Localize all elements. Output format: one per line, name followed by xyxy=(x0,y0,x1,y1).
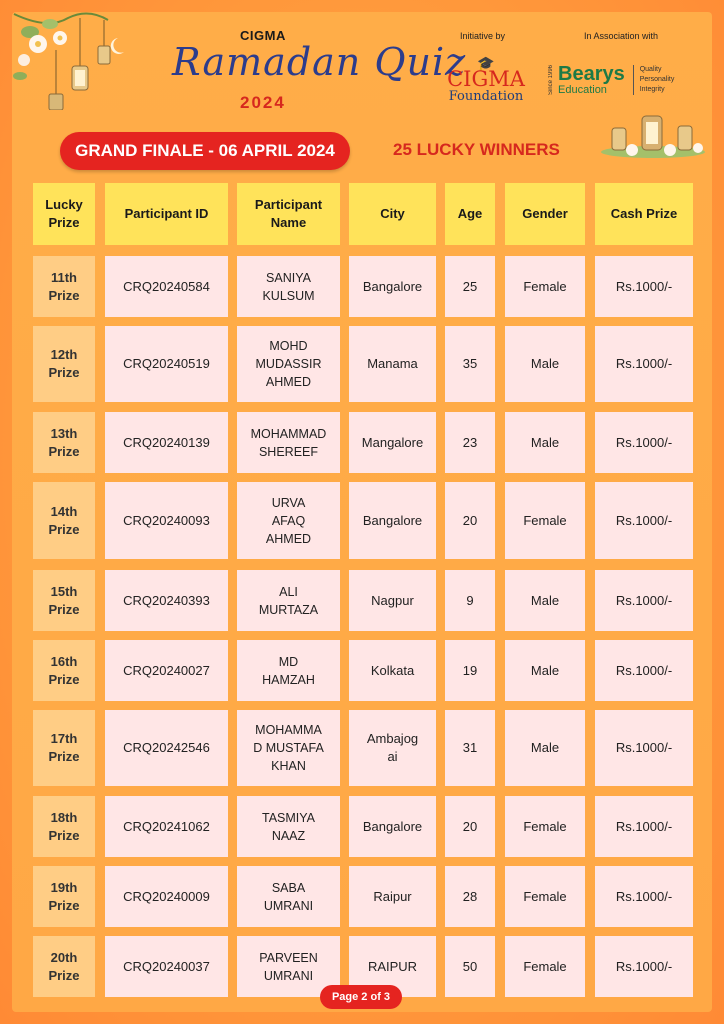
city-cell: Ambajog ai xyxy=(349,710,436,786)
lucky-winners-title: 25 LUCKY WINNERS xyxy=(393,140,560,159)
gender-cell: Female xyxy=(505,796,585,857)
age-cell: 50 xyxy=(445,936,495,997)
participant-name-cell: SANIYA KULSUM xyxy=(237,256,340,317)
gender-cell: Male xyxy=(505,640,585,701)
cash-prize-cell: Rs.1000/- xyxy=(595,866,693,927)
cash-prize-cell: Rs.1000/- xyxy=(595,796,693,857)
cigma-logo-sub: Foundation xyxy=(448,89,524,104)
participant-id-cell: CRQ20240393 xyxy=(105,570,228,631)
prize-cell: 14th Prize xyxy=(33,482,95,559)
quiz-script-title: Ramadan Quiz xyxy=(172,40,467,84)
participant-id-cell: CRQ20240584 xyxy=(105,256,228,317)
column-header: Cash Prize xyxy=(595,183,693,245)
participant-id-cell: CRQ20242546 xyxy=(105,710,228,786)
gender-cell: Male xyxy=(505,710,585,786)
age-cell: 20 xyxy=(445,796,495,857)
participant-id-cell: CRQ20240009 xyxy=(105,866,228,927)
age-cell: 31 xyxy=(445,710,495,786)
prize-cell: 17th Prize xyxy=(33,710,95,786)
city-cell: Manama xyxy=(349,326,436,402)
age-cell: 35 xyxy=(445,326,495,402)
bearys-education-logo xyxy=(548,64,674,96)
participant-id-cell: CRQ20240139 xyxy=(105,412,228,473)
city-cell: Raipur xyxy=(349,866,436,927)
column-header: Age xyxy=(445,183,495,245)
city-cell: Bangalore xyxy=(349,796,436,857)
age-cell: 28 xyxy=(445,866,495,927)
city-cell: RAIPUR xyxy=(349,936,436,997)
page-indicator: Page 2 of 3 xyxy=(320,985,402,1009)
participant-name-cell: TASMIYA NAAZ xyxy=(237,796,340,857)
city-cell: Mangalore xyxy=(349,412,436,473)
age-cell: 20 xyxy=(445,482,495,559)
participant-id-cell: CRQ20240519 xyxy=(105,326,228,402)
cash-prize-cell: Rs.1000/- xyxy=(595,570,693,631)
participant-name-cell: ALI MURTAZA xyxy=(237,570,340,631)
floral-lantern-decoration-icon xyxy=(8,10,130,110)
org-small-title: CIGMA xyxy=(240,28,286,43)
grand-finale-banner: GRAND FINALE - 06 APRIL 2024 xyxy=(60,132,350,170)
cigma-logo-name: CIGMA xyxy=(447,67,525,91)
cash-prize-cell: Rs.1000/- xyxy=(595,256,693,317)
bearys-value: Quality xyxy=(639,66,662,73)
age-cell: 23 xyxy=(445,412,495,473)
cash-prize-cell: Rs.1000/- xyxy=(595,326,693,402)
cash-prize-cell: Rs.1000/- xyxy=(595,936,693,997)
city-cell: Kolkata xyxy=(349,640,436,701)
column-header: Participant ID xyxy=(105,183,228,245)
city-cell: Nagpur xyxy=(349,570,436,631)
prize-cell: 20th Prize xyxy=(33,936,95,997)
participant-name-cell: URVA AFAQ AHMED xyxy=(237,482,340,559)
bearys-since: Since 1996 xyxy=(548,64,554,96)
gender-cell: Female xyxy=(505,936,585,997)
bearys-logo-sub: Education xyxy=(558,84,607,96)
cash-prize-cell: Rs.1000/- xyxy=(595,412,693,473)
column-header: City xyxy=(349,183,436,245)
graduation-cap-icon: 🎓 xyxy=(477,55,495,71)
prize-cell: 19th Prize xyxy=(33,866,95,927)
column-header: Participant Name xyxy=(237,183,340,245)
prize-cell: 15th Prize xyxy=(33,570,95,631)
participant-id-cell: CRQ20240027 xyxy=(105,640,228,701)
column-header: Lucky Prize xyxy=(33,183,95,245)
column-header: Gender xyxy=(505,183,585,245)
gender-cell: Female xyxy=(505,866,585,927)
initiative-label: Initiative by xyxy=(460,31,506,41)
participant-name-cell: SABA UMRANI xyxy=(237,866,340,927)
gender-cell: Female xyxy=(505,482,585,559)
cash-prize-cell: Rs.1000/- xyxy=(595,640,693,701)
prize-cell: 18th Prize xyxy=(33,796,95,857)
city-cell: Bangalore xyxy=(349,482,436,559)
participant-name-cell: MOHAMMAD SHEREEF xyxy=(237,412,340,473)
bearys-values xyxy=(633,65,675,95)
quiz-year: 2024 xyxy=(240,93,286,112)
gender-cell: Male xyxy=(505,412,585,473)
participant-name-cell: MOHD MUDASSIR AHMED xyxy=(237,326,340,402)
city-cell: Bangalore xyxy=(349,256,436,317)
participant-name-cell: PARVEEN UMRANI xyxy=(237,936,340,997)
cash-prize-cell: Rs.1000/- xyxy=(595,710,693,786)
participant-name-cell: MD HAMZAH xyxy=(237,640,340,701)
gender-cell: Male xyxy=(505,326,585,402)
prize-cell: 13th Prize xyxy=(33,412,95,473)
gender-cell: Female xyxy=(505,256,585,317)
bearys-logo-name: Bearys xyxy=(558,63,625,85)
prize-cell: 16th Prize xyxy=(33,640,95,701)
bearys-value: Personality xyxy=(639,76,675,83)
participant-name-cell: MOHAMMA D MUSTAFA KHAN xyxy=(237,710,340,786)
age-cell: 19 xyxy=(445,640,495,701)
lantern-flowers-decoration-icon xyxy=(598,112,708,160)
participant-id-cell: CRQ20241062 xyxy=(105,796,228,857)
prize-cell: 12th Prize xyxy=(33,326,95,402)
cash-prize-cell: Rs.1000/- xyxy=(595,482,693,559)
gender-cell: Male xyxy=(505,570,585,631)
age-cell: 25 xyxy=(445,256,495,317)
cigma-foundation-logo xyxy=(446,55,526,104)
participant-id-cell: CRQ20240037 xyxy=(105,936,228,997)
association-label: In Association with xyxy=(584,31,659,41)
bearys-value: Integrity xyxy=(639,86,665,93)
prize-cell: 11th Prize xyxy=(33,256,95,317)
participant-id-cell: CRQ20240093 xyxy=(105,482,228,559)
age-cell: 9 xyxy=(445,570,495,631)
